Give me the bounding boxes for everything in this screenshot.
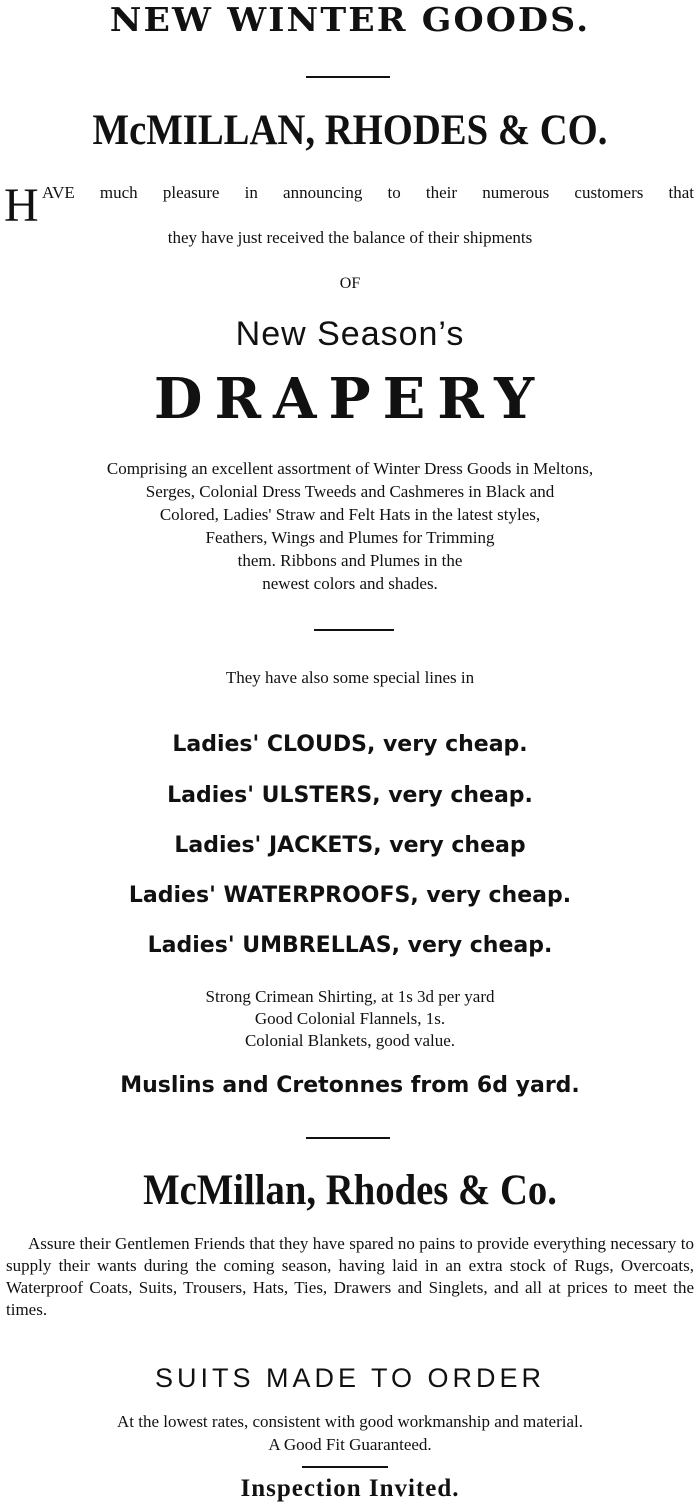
divider: [302, 1466, 388, 1468]
intro-line-1: AVE much pleasure in announcing to their numerous customers that: [42, 183, 694, 202]
suits-line-2: A Good Fit Guaranteed.: [268, 1435, 432, 1454]
drapery-heading: DRAPERY: [153, 366, 547, 432]
firm-name-secondary: McMillan, Rhodes & Co.: [143, 1167, 557, 1214]
suits-heading: SUITS MADE TO ORDER: [154, 1363, 546, 1393]
muslins-line: Muslins and Cretonnes from 6d yard.: [120, 1073, 580, 1098]
drop-cap: H: [4, 179, 39, 232]
comprising-line-2: Serges, Colonial Dress Tweeds and Cashmeres in Black and: [145, 482, 555, 501]
inspection-footer: Inspection Invited.: [240, 1475, 460, 1502]
special-item-ulsters: Ladies' ULSTERS, very cheap.: [167, 783, 533, 808]
intro-line-2: they have just received the balance of their shipments: [167, 228, 533, 247]
divider: [314, 629, 394, 631]
comprising-line-4: Feathers, Wings and Plumes for Trimming: [205, 528, 495, 547]
suits-line-1: At the lowest rates, consistent with good workmanship and material.: [117, 1412, 583, 1431]
divider: [306, 1137, 390, 1139]
special-item-clouds: Ladies' CLOUDS, very cheap.: [172, 732, 528, 757]
gentlemen-paragraph: Assure their Gentlemen Friends that they have spared no pains to provide everything necessary to supply their wants during the coming season, having laid in an extra stock of Rugs, Overcoats, Waterproof Coats, Suits, Trousers, Hats, Ties, Drawers and Singlets, and all at prices to meet the times.: [6, 1234, 694, 1319]
comprising-line-5: them. Ribbons and Plumes in the: [237, 551, 463, 570]
goods-line-1: Strong Crimean Shirting, at 1s 3d per yard: [205, 987, 495, 1006]
goods-line-2: Good Colonial Flannels, 1s.: [254, 1009, 446, 1028]
special-item-jackets: Ladies' JACKETS, very cheap: [174, 833, 526, 858]
special-lines-intro: They have also some special lines in: [225, 668, 475, 687]
intro-of: OF: [339, 275, 361, 292]
comprising-line-6: newest colors and shades.: [262, 574, 438, 593]
firm-name: McMILLAN, RHODES & CO.: [92, 107, 608, 154]
special-item-umbrellas: Ladies' UMBRELLAS, very cheap.: [147, 933, 553, 958]
divider: [306, 76, 390, 78]
new-season-heading: New Season’s: [235, 315, 465, 353]
special-item-waterproofs: Ladies' WATERPROOFS, very cheap.: [128, 883, 572, 908]
headline: NEW WINTER GOODS.: [109, 0, 591, 39]
goods-line-3: Colonial Blankets, good value.: [244, 1031, 456, 1050]
comprising-line-3: Colored, Ladies' Straw and Felt Hats in the latest styles,: [159, 505, 541, 524]
comprising-line-1: Comprising an excellent assortment of Winter Dress Goods in Meltons,: [106, 459, 594, 478]
